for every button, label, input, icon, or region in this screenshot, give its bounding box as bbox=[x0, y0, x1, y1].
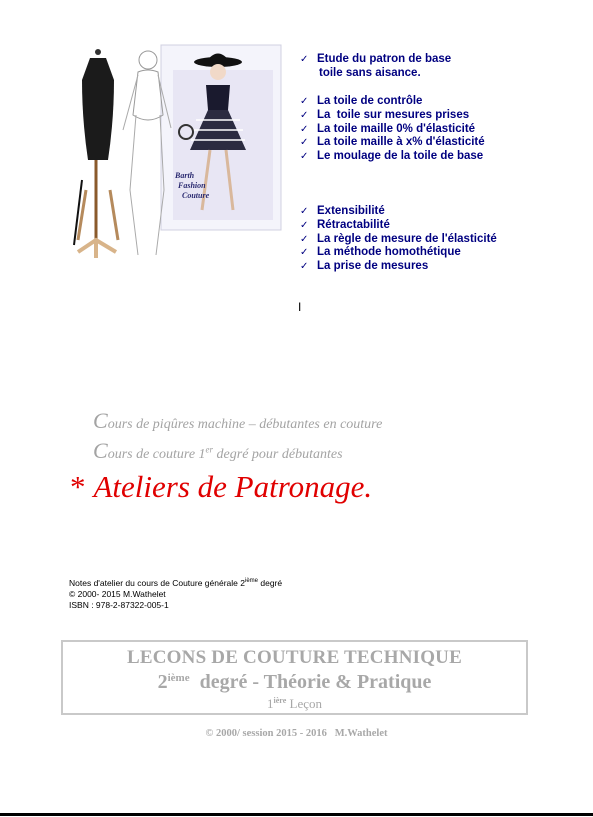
check-icon: ✓ bbox=[300, 261, 309, 273]
notes-text-end: degré bbox=[258, 577, 283, 588]
course-initial: C bbox=[93, 438, 108, 463]
list-item-text: La prise de mesures bbox=[317, 260, 429, 273]
course-line-machine-stitching bbox=[93, 408, 382, 434]
form-legs bbox=[78, 190, 118, 240]
list-item-text: La toile sur mesures prises bbox=[317, 108, 470, 121]
list-item bbox=[300, 150, 485, 164]
course-initial: C bbox=[93, 408, 108, 433]
notes-text: Notes d'atelier du cours de Couture générale 2 bbox=[69, 577, 245, 588]
figure-top bbox=[206, 85, 230, 110]
notes-superscript: ième bbox=[244, 578, 258, 584]
illustration-svg bbox=[68, 40, 283, 265]
check-icon: ✓ bbox=[300, 123, 309, 135]
list-item-text: La toile maille 0% d'élasticité bbox=[317, 122, 476, 135]
degree-text: degré - Théorie & Pratique bbox=[189, 671, 432, 693]
course-text-end: degré pour débutantes bbox=[213, 447, 343, 462]
form-knob bbox=[95, 49, 101, 55]
logo-line-1: Barth bbox=[175, 171, 195, 180]
check-icon: ✓ bbox=[300, 151, 309, 163]
check-icon: ✓ bbox=[300, 247, 309, 259]
list-item-text: La toile maille à x% d'élasticité bbox=[317, 136, 485, 149]
title-lesson bbox=[63, 696, 526, 712]
logo-line-3: Couture bbox=[182, 191, 210, 200]
list-item bbox=[300, 53, 451, 81]
list-item bbox=[300, 260, 497, 274]
form-tripod bbox=[78, 240, 116, 258]
list-item bbox=[300, 123, 485, 137]
list-item bbox=[300, 233, 497, 247]
check-icon: ✓ bbox=[300, 233, 309, 245]
list-item-text: La règle de mesure de l'élasticité bbox=[317, 232, 497, 245]
fashion-illustration bbox=[68, 40, 283, 265]
title-box bbox=[61, 640, 528, 715]
course-text: ours de couture 1 bbox=[107, 447, 206, 462]
list-item bbox=[300, 109, 485, 123]
list-item-text: La méthode homothétique bbox=[317, 246, 461, 259]
publication-notes bbox=[69, 576, 282, 611]
title-main: LECONS DE COUTURE TECHNIQUE bbox=[127, 647, 462, 668]
atelier-heading bbox=[70, 469, 372, 505]
lesson-superscript: ière bbox=[273, 696, 287, 705]
list-item bbox=[300, 205, 497, 219]
list-item-text-continued: toile sans aisance. bbox=[319, 66, 421, 79]
notes-copyright: © 2000- 2015 M.Wathelet bbox=[69, 588, 166, 599]
course-superscript: er bbox=[205, 444, 214, 455]
title-degree bbox=[63, 671, 526, 694]
checklist-toile bbox=[300, 95, 485, 164]
list-item bbox=[300, 246, 497, 260]
bottom-divider bbox=[0, 813, 593, 816]
list-item-text: Etude du patron de base bbox=[317, 53, 452, 65]
list-item-text: Le moulage de la toile de base bbox=[317, 150, 484, 163]
list-item-text: Rétractabilité bbox=[317, 218, 390, 231]
list-item bbox=[300, 95, 485, 109]
lesson-text: Leçon bbox=[286, 696, 322, 711]
course-text: ours de piqûres machine – débutantes en couture bbox=[107, 417, 383, 432]
copyright-line: © 2000/ session 2015 - 2016 M.Wathelet bbox=[205, 728, 388, 739]
text-cursor-mark: I bbox=[298, 300, 302, 314]
list-item-text: Extensibilité bbox=[317, 205, 385, 217]
notes-isbn: ISBN : 978-2-87322-005-1 bbox=[69, 599, 169, 610]
degree-number: 2 bbox=[157, 671, 168, 693]
atelier-text: Ateliers de Patronage. bbox=[93, 469, 373, 504]
notes-line-1 bbox=[69, 576, 282, 589]
sketch-head bbox=[139, 51, 157, 69]
degree-superscript: ième bbox=[167, 672, 190, 684]
dress-form-body bbox=[82, 58, 114, 160]
check-icon: ✓ bbox=[300, 109, 309, 121]
list-item bbox=[300, 136, 485, 150]
sketch-legs bbox=[130, 115, 164, 255]
check-icon: ✓ bbox=[300, 219, 309, 231]
check-icon: ✓ bbox=[300, 137, 309, 149]
list-item bbox=[300, 219, 497, 233]
checklist-elasticity bbox=[300, 205, 497, 274]
check-icon: ✓ bbox=[300, 54, 309, 65]
list-item-text: La toile de contrôle bbox=[317, 95, 423, 107]
logo-line-2: Fashion bbox=[178, 181, 206, 190]
lesson-number: 1 bbox=[267, 696, 274, 711]
checklist-base-pattern bbox=[300, 53, 451, 81]
atelier-star: * bbox=[70, 469, 86, 504]
check-icon: ✓ bbox=[300, 206, 309, 217]
course-line-first-degree bbox=[93, 438, 343, 464]
check-icon: ✓ bbox=[300, 96, 309, 107]
figure-head bbox=[210, 64, 226, 80]
